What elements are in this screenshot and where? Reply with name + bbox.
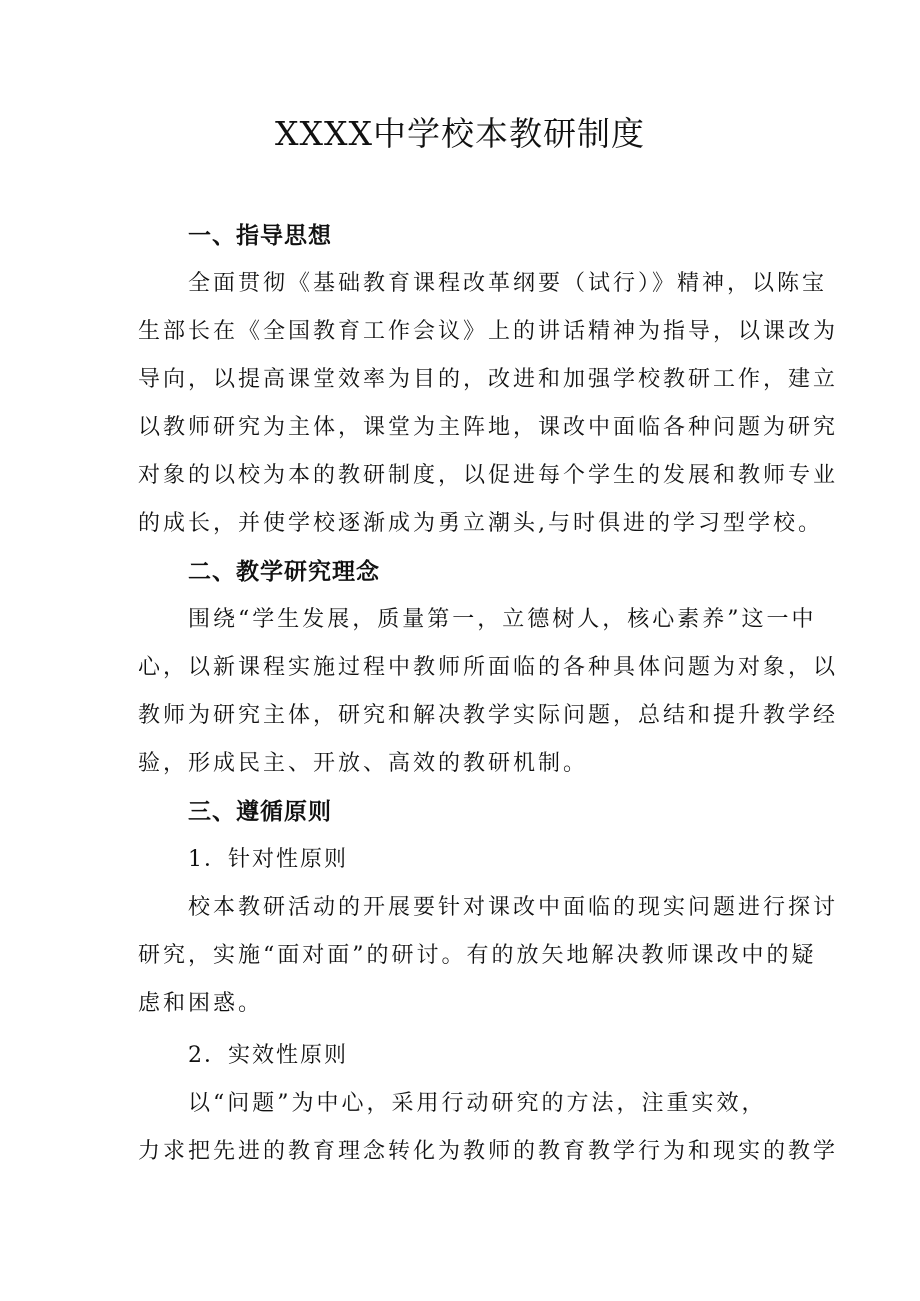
paragraph-line: 虑和困惑。 (138, 991, 264, 1016)
paragraph-line: 围绕“学生发展，质量第一，立德树人，核心素养”这一中 (188, 607, 817, 632)
principle-title-targeted: 1．针对性原则 (188, 847, 348, 872)
paragraph-line: 对象的以校为本的教研制度，以促进每个学生的发展和教师专业 (138, 463, 839, 488)
principle-title-effectiveness: 2．实效性原则 (188, 1043, 348, 1068)
section-heading-principles: 三、遵循原则 (188, 799, 332, 825)
paragraph-line: 力求把先进的教育理念转化为教师的教育教学行为和现实的教学 (138, 1139, 839, 1164)
paragraph-line: 全面贯彻《基础教育课程改革纲要（试行）》精神，以陈宝 (188, 271, 828, 296)
paragraph-line: 导向，以提高课堂效率为目的，改进和加强学校教研工作，建立 (138, 367, 839, 392)
paragraph-line: 心，以新课程实施过程中教师所面临的各种具体问题为对象，以 (138, 655, 839, 680)
paragraph-line: 以教师研究为主体，课堂为主阵地，课改中面临各种问题为研究 (138, 415, 839, 440)
paragraph-line: 校本教研活动的开展要针对课改中面临的现实问题进行探讨 (188, 895, 839, 920)
paragraph-line: 验，形成民主、开放、高效的教研机制。 (138, 751, 589, 776)
section-heading-research-concept: 二、教学研究理念 (188, 559, 380, 585)
paragraph-line: 研究，实施“面对面”的研讨。有的放矢地解决教师课改中的疑 (138, 943, 817, 968)
page-title: XXXX中学校本教研制度 (275, 114, 645, 153)
paragraph-line: 以“问题”为中心，采用行动研究的方法，注重实效， (188, 1091, 767, 1116)
section-heading-guiding-thought: 一、指导思想 (188, 223, 332, 249)
paragraph-line: 的成长，并使学校逐渐成为勇立潮头,与时俱进的学习型学校。 (138, 511, 823, 536)
paragraph-line: 教师为研究主体，研究和解决教学实际问题，总结和提升教学经 (138, 703, 839, 728)
paragraph-line: 生部长在《全国教育工作会议》上的讲话精神为指导，以课改为 (138, 319, 839, 344)
